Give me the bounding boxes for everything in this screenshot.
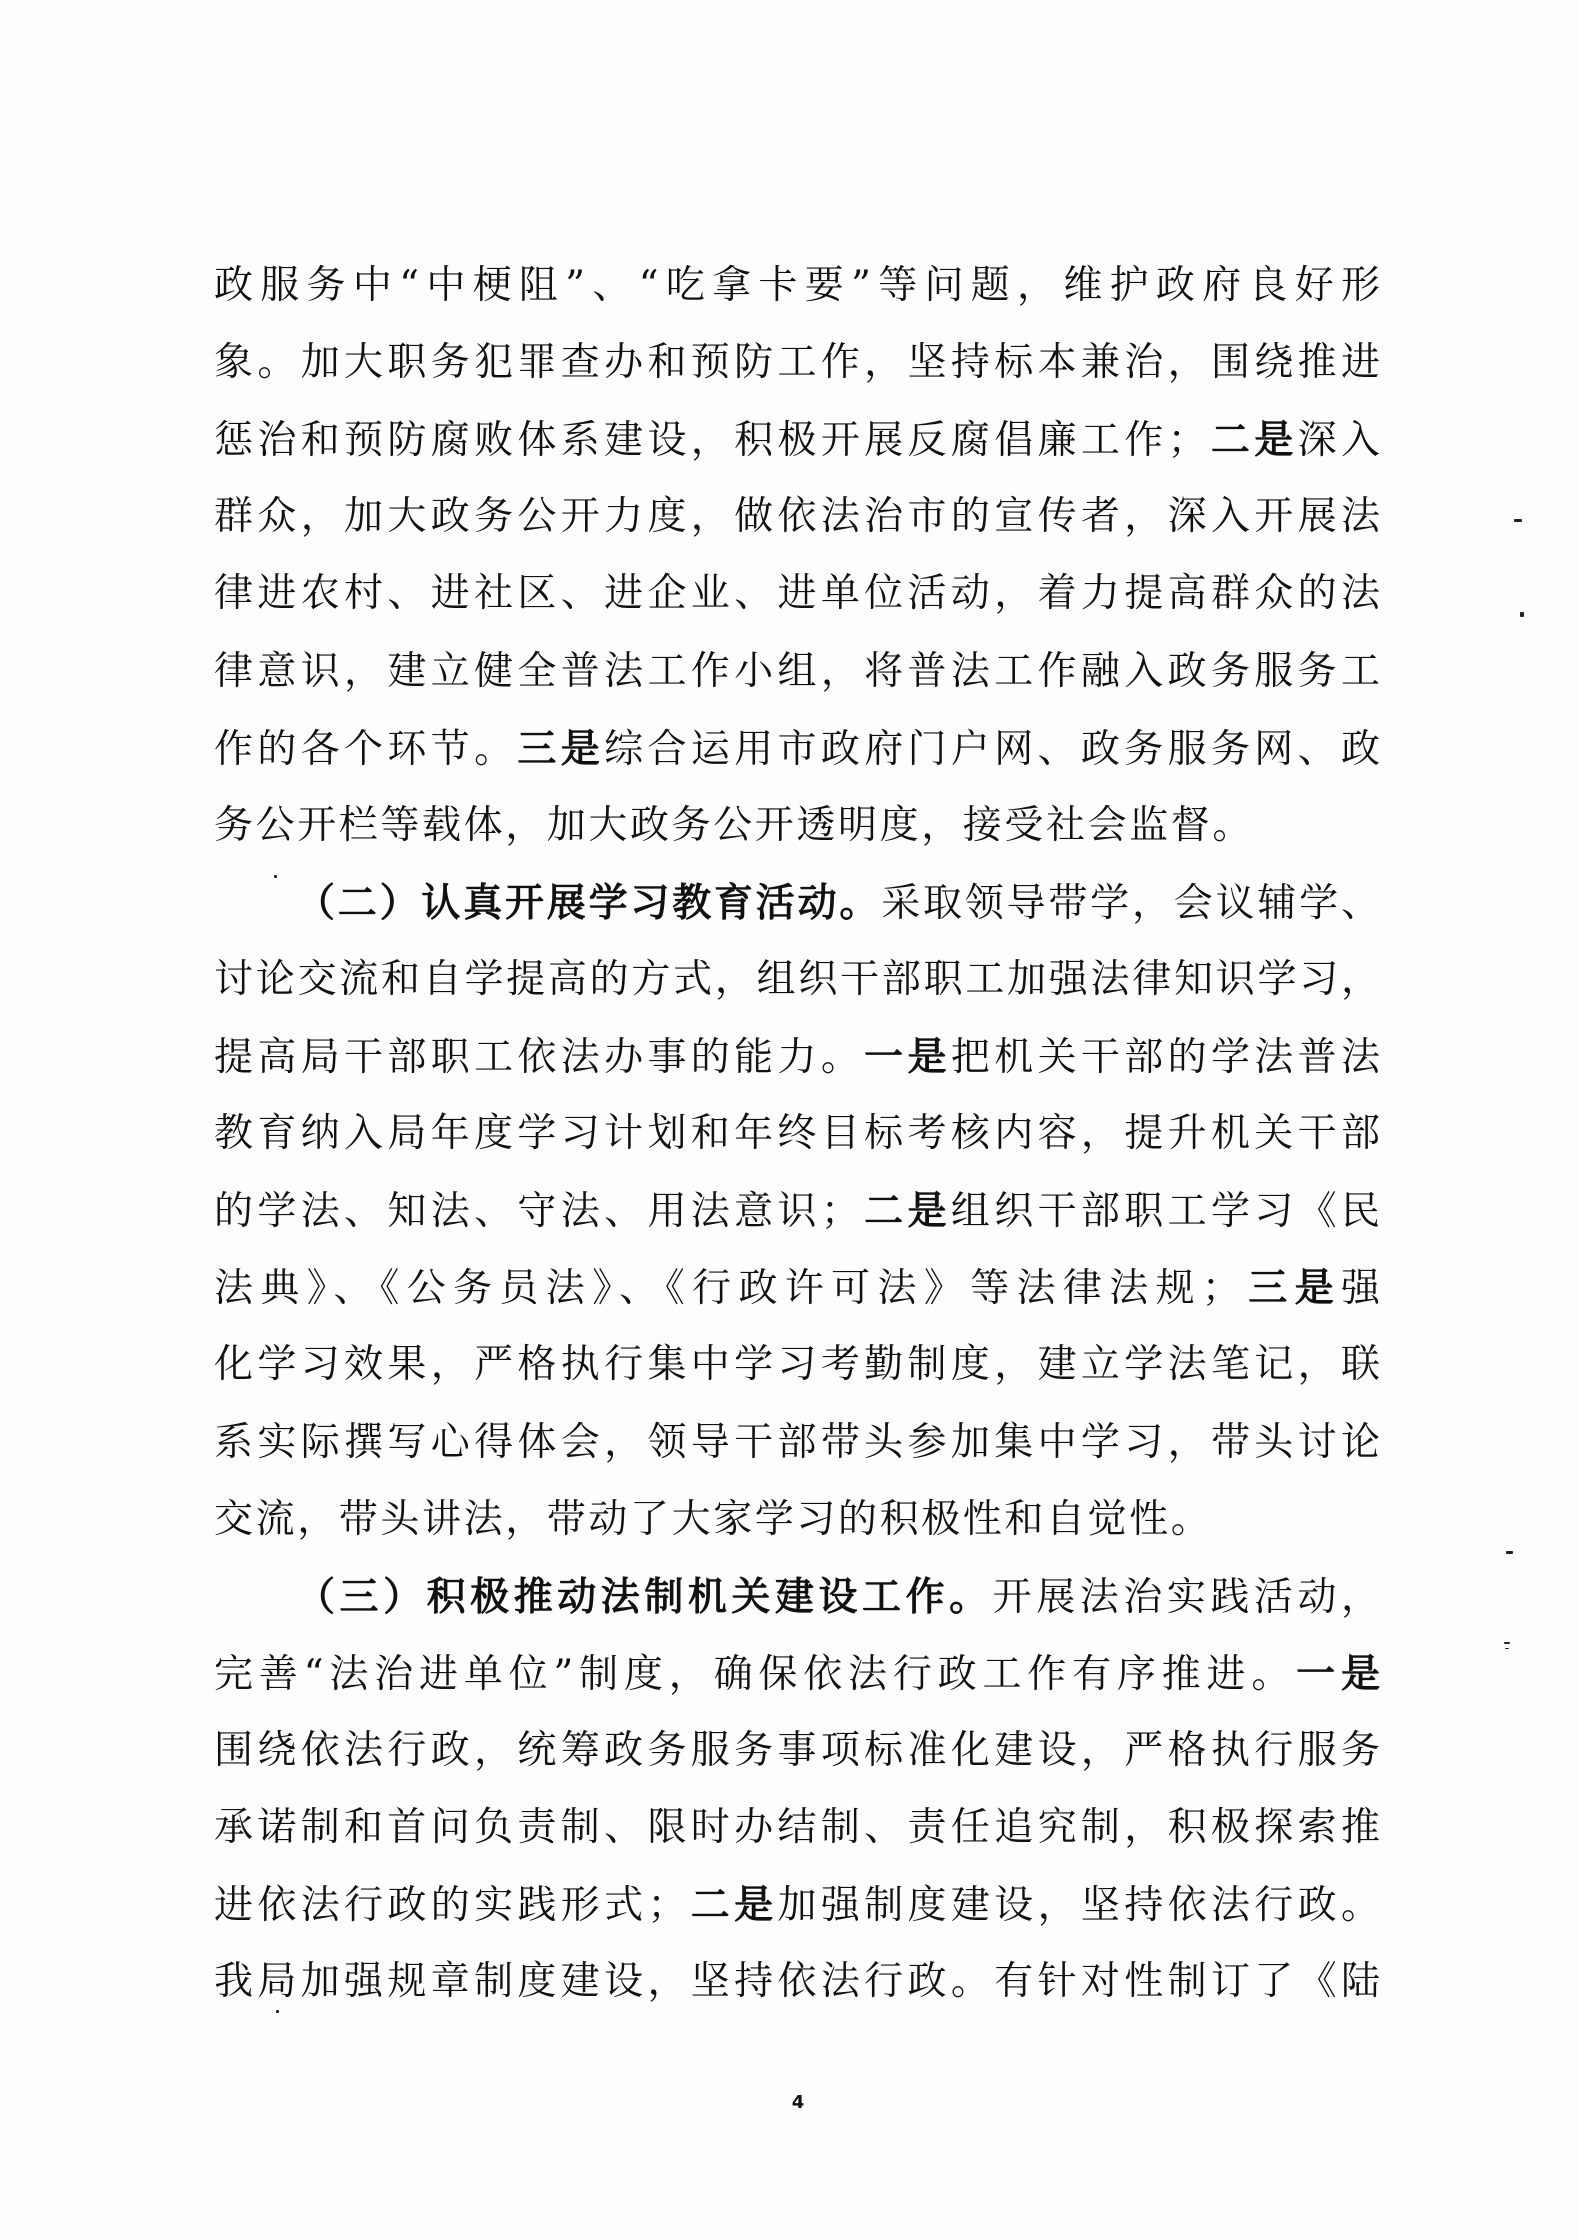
text-line — [214, 1419, 1380, 1467]
text-segment: 象。加大职务犯罪查办和预防工作，坚持标本兼治，围绕推进 — [214, 340, 1380, 386]
text-line — [214, 1110, 1380, 1158]
enumeration-marker: 一是 — [864, 1034, 951, 1080]
text-line — [214, 802, 1380, 850]
text-line — [214, 570, 1380, 618]
scan-speck — [274, 875, 277, 878]
text-segment: 完善“法治进单位”制度，确保依法行政工作有序推进。 — [214, 1651, 1297, 1697]
scan-speck — [1514, 519, 1522, 522]
text-line — [214, 1804, 1380, 1852]
text-line — [214, 1727, 1380, 1775]
text-segment: 律进农村、进社区、进企业、进单位活动，着力提高群众的法 — [214, 571, 1380, 617]
text-segment: 化学习效果，严格执行集中学习考勤制度，建立学法笔记，联 — [214, 1342, 1380, 1388]
text-line — [214, 1881, 1380, 1929]
text-segment: 惩治和预防腐败体系建设，积极开展反腐倡廉工作； — [214, 418, 1207, 464]
enumeration-marker: 三是 — [1240, 1265, 1341, 1312]
text-segment: 开展法治实践活动， — [992, 1574, 1380, 1620]
text-segment: 提高局干部职工依法办事的能力。 — [214, 1035, 865, 1080]
text-segment: 强 — [1340, 1266, 1380, 1312]
enumeration-marker: 二是 — [859, 1188, 951, 1235]
text-line — [214, 493, 1380, 541]
section-heading-line — [296, 1573, 1380, 1621]
scan-speck — [1505, 1648, 1509, 1649]
section-heading-line — [296, 879, 1380, 927]
enumeration-marker: 一是 — [1296, 1650, 1380, 1697]
text-segment: 交流，带头讲法，带动了大家学习的积极性和自觉性。 — [214, 1496, 1213, 1542]
section-heading: （三）积极推动法制机关建设工作。 — [296, 1573, 993, 1620]
section-heading: （二）认真开展学习教育活动。 — [296, 879, 882, 926]
text-line — [214, 1958, 1380, 2006]
scan-speck — [276, 2010, 279, 2013]
enumeration-marker: 二是 — [686, 1882, 778, 1929]
text-line — [214, 1033, 1380, 1081]
text-segment: 系实际撰写心得体会，领导干部带头参加集中学习，带头讨论 — [214, 1419, 1380, 1465]
text-segment: 作的各个环节。 — [214, 726, 518, 772]
text-line — [214, 262, 1380, 310]
text-segment: 法典》、《公务员法》、《行政许可法》等法律法规； — [214, 1266, 1241, 1312]
text-segment: 教育纳入局年度学习计划和年终目标考核内容，提升机关干部 — [214, 1111, 1380, 1157]
text-segment: 综合运用市政府门户网、政务服务网、政 — [604, 726, 1380, 772]
text-line — [214, 956, 1380, 1004]
text-line — [214, 1341, 1380, 1389]
text-segment: 的学法、知法、守法、用法意识； — [214, 1189, 860, 1235]
text-line — [214, 725, 1380, 773]
text-segment: 采取领导带学，会议辅学、 — [881, 880, 1380, 926]
text-segment: 律意识，建立健全普法工作小组，将普法工作融入政务服务工 — [214, 648, 1380, 694]
scan-speck — [1504, 1642, 1510, 1644]
text-segment: 务公开栏等载体，加大政务公开透明度，接受社会监督。 — [214, 802, 1255, 848]
text-line — [214, 1187, 1380, 1235]
text-segment: 加强制度建设，坚持依法行政。 — [777, 1883, 1380, 1929]
text-segment: 群众，加大政务公开力度，做依法治市的宣传者，深入开展法 — [214, 494, 1380, 540]
text-segment: 讨论交流和自学提高的方式，组织干部职工加强法律知识学习， — [214, 956, 1380, 1002]
text-segment: 深入 — [1297, 418, 1380, 464]
text-line — [214, 1496, 1380, 1544]
enumeration-marker: 二是 — [1206, 417, 1298, 464]
page-number: 4 — [791, 2092, 805, 2113]
text-line — [214, 416, 1380, 464]
text-line — [214, 1264, 1380, 1312]
scan-speck — [1520, 612, 1524, 617]
scan-speck — [1506, 1551, 1513, 1554]
text-segment: 把机关干部的学法普法 — [950, 1035, 1380, 1080]
text-segment: 承诺制和首问负责制、限时办结制、责任追究制，积极探索推 — [214, 1805, 1380, 1850]
text-segment: 我局加强规章制度建设，坚持依法行政。有针对性制订了《陆 — [214, 1959, 1380, 2005]
text-segment: 围绕依法行政，统筹政务服务事项标准化建设，严格执行服务 — [214, 1727, 1380, 1773]
text-line — [214, 1650, 1380, 1698]
text-segment: 进依法行政的实践形式； — [214, 1883, 687, 1929]
text-line — [214, 339, 1380, 387]
text-segment: 组织干部职工学习《民 — [950, 1189, 1380, 1235]
text-line — [214, 648, 1380, 696]
text-segment: 政服务中“中梗阻”、“吃拿卡要”等问题，维护政府良好形 — [214, 263, 1380, 308]
enumeration-marker: 三是 — [517, 725, 605, 772]
